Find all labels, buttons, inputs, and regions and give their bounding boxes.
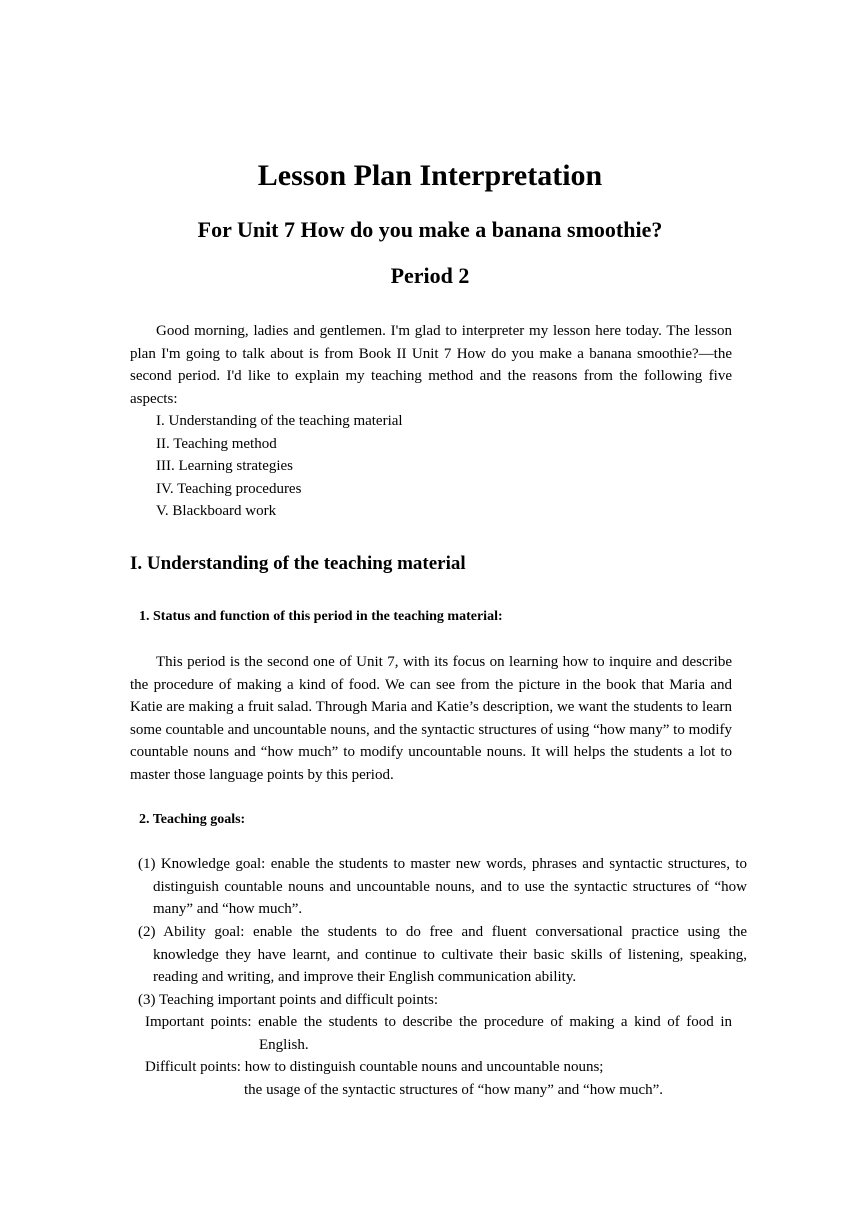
outline-list — [156, 410, 403, 523]
difficult-points-label: Difficult points: — [145, 1059, 241, 1075]
intro-paragraph: Good morning, ladies and gentlemen. I'm glad to interpreter my lesson here today. The lesson plan I'm going to talk about is from Book II Unit 7 How do you make a banana smoothie?—the second period. I'd like to explain my teaching method and the reasons from the following five aspects: — [130, 323, 732, 407]
important-points-label: Important points: — [145, 1014, 252, 1030]
goal-ability: (2) Ability goal: enable the students to do free and fluent conversational practice using the knowledge they have learnt, and continue to cultivate their basic skills of listening, speaking, reading and writing, and improve their English communication ability. — [138, 924, 747, 985]
outline-item: III. Learning strategies — [156, 458, 294, 474]
goal-points: (3) Teaching important points and difficult points: — [138, 992, 439, 1008]
outline-item: V. Blackboard work — [156, 503, 277, 519]
important-points-continuation: English. — [259, 1037, 309, 1053]
section-heading: I. Understanding of the teaching material — [130, 553, 466, 574]
outline-item: IV. Teaching procedures — [156, 480, 302, 497]
goal-knowledge: (1) Knowledge goal: enable the students to master new words, phrases and syntactic structures, to distinguish countable nouns and uncountable nouns, and to use the syntactic structures of “how many” and “how much”. — [138, 856, 747, 917]
subsection-heading-status: 1. Status and function of this period in the teaching material: — [139, 609, 503, 624]
important-points-line — [145, 1011, 732, 1034]
important-points-text: enable the students to describe the procedure of making a kind of food in — [258, 1014, 732, 1030]
page-subtitle: For Unit 7 How do you make a banana smoothie? — [197, 217, 663, 242]
outline-item: II. Teaching method — [156, 435, 277, 452]
page-title: Lesson Plan Interpretation — [257, 159, 603, 193]
status-paragraph: This period is the second one of Unit 7, with its focus on learning how to inquire and describe the procedure of making a kind of food. We can see from the picture in the book that Maria and Katie are making a fruit salad. Through Maria and Katie’s description, we want the students to learn some countable and uncountable nouns, and the syntactic structures of using “how many” to modify countable nouns and “how much” to modify uncountable nouns. It will helps the students a lot to master those language points by this period. — [130, 654, 732, 783]
difficult-points-text: how to distinguish countable nouns and uncountable nouns; — [244, 1059, 604, 1075]
subsection-heading-goals: 2. Teaching goals: — [139, 812, 246, 827]
difficult-points-line — [145, 1056, 732, 1079]
outline-item: I. Understanding of the teaching material — [156, 413, 403, 429]
difficult-points-continuation: the usage of the syntactic structures of “how many” and “how much”. — [244, 1082, 664, 1098]
period-label: Period 2 — [390, 263, 470, 288]
